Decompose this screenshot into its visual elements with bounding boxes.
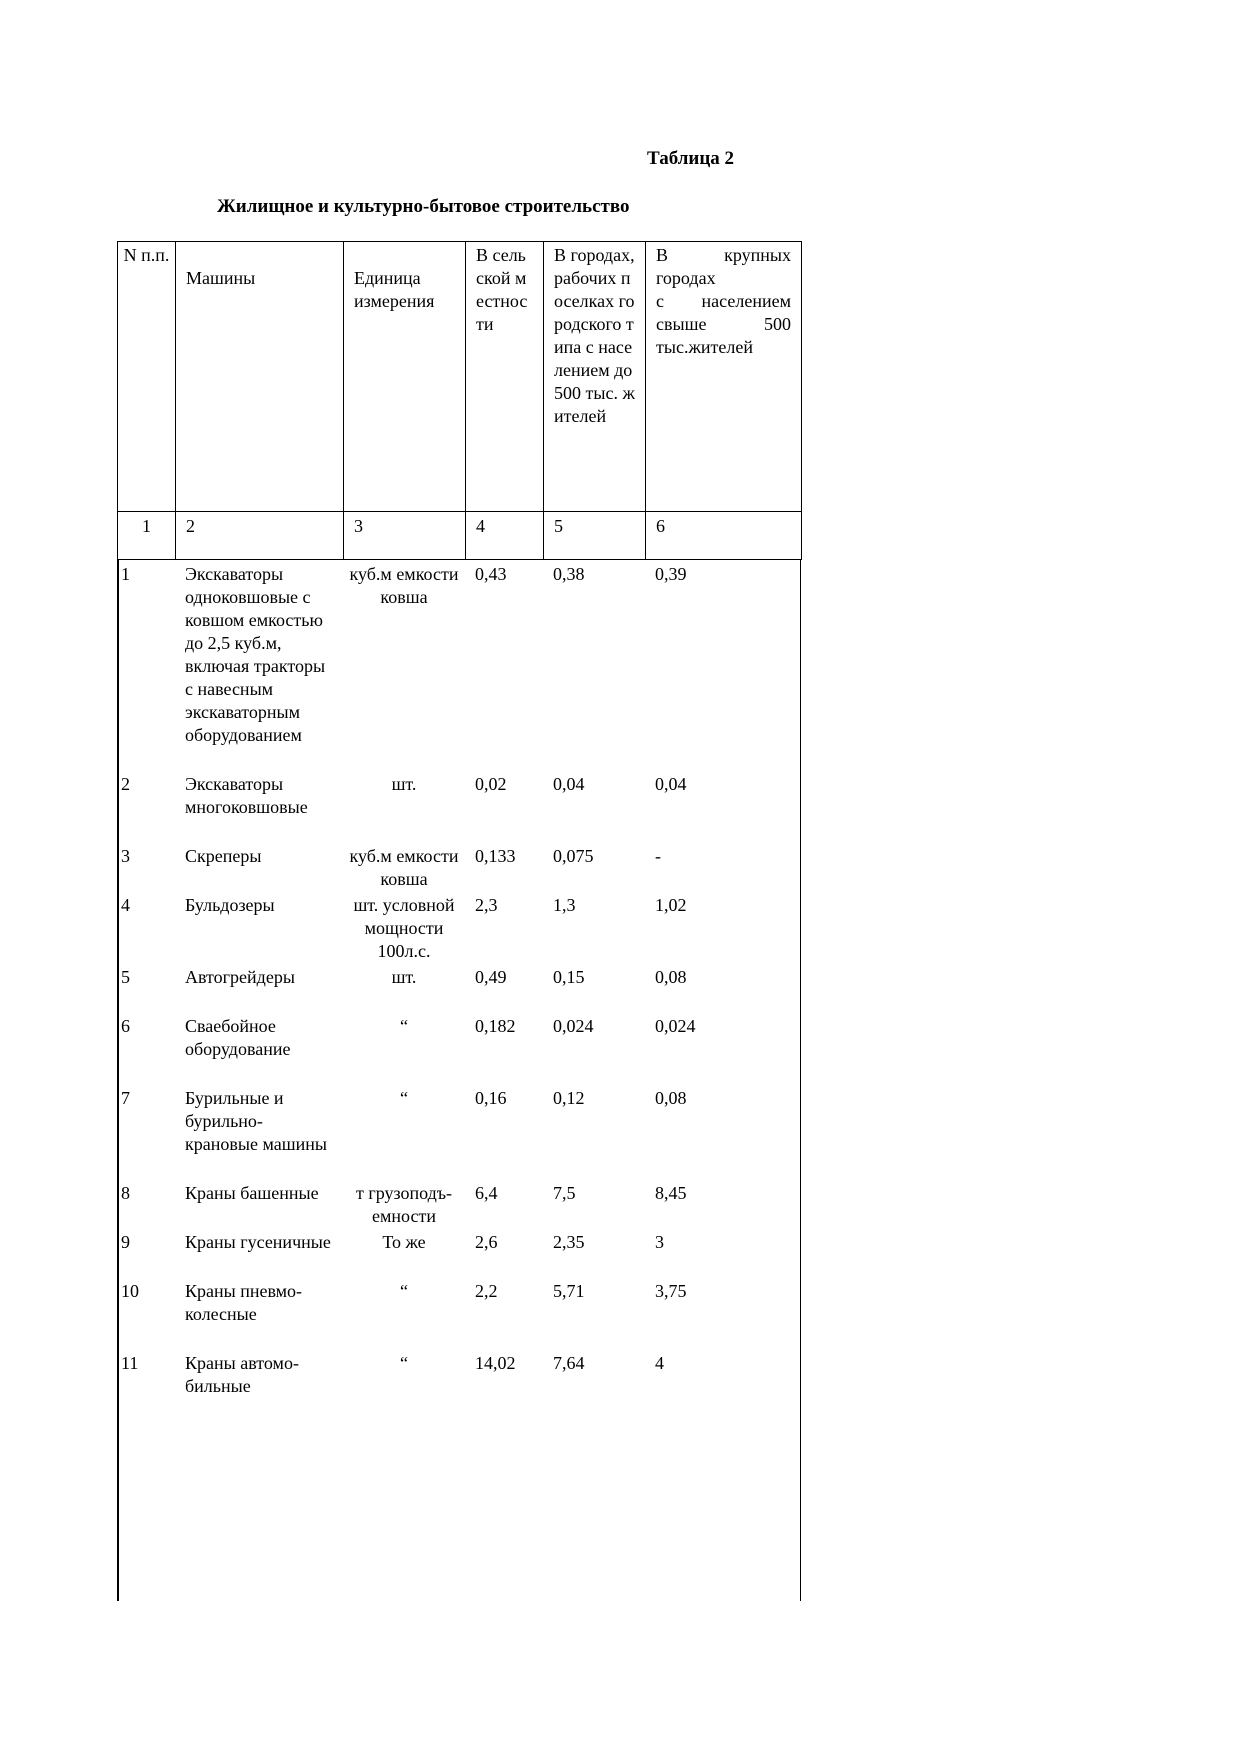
row-towns-value: 0,15 <box>553 967 585 987</box>
row-cities-value: 0,024 <box>655 1016 696 1036</box>
table-number-label: Таблица 2 <box>647 148 735 169</box>
row-cities-value: 3 <box>655 1232 664 1252</box>
row-towns-value: 0,024 <box>553 1016 594 1036</box>
row-machine: Автогрейдеры <box>185 967 295 987</box>
row-rural-value: 0,133 <box>475 846 516 866</box>
row-towns-value: 0,04 <box>553 774 585 794</box>
row-rural-value: 2,2 <box>475 1281 498 1301</box>
row-rural-value: 14,02 <box>475 1353 516 1373</box>
row-cities-value: - <box>655 846 661 866</box>
table-row <box>117 1179 801 1228</box>
row-machine: Краны пневмо- колесные <box>185 1281 303 1324</box>
row-towns-value: 0,075 <box>553 846 594 866</box>
row-machine: Скреперы <box>185 846 262 866</box>
row-unit: куб.м емкости ковша <box>349 564 459 607</box>
row-unit: “ <box>400 1088 408 1108</box>
row-machine: Экскаваторы одноковшовые с ковшом емкостью до 2,5 куб.м, включая тракторы с навесным экскаваторным оборудованием <box>185 564 326 745</box>
row-number: 3 <box>121 846 130 866</box>
row-number: 7 <box>121 1088 130 1108</box>
column-number: 3 <box>344 512 466 560</box>
table-row <box>117 560 801 770</box>
table-row <box>117 1277 801 1349</box>
row-machine: Бульдозеры <box>185 895 275 915</box>
row-towns-value: 5,71 <box>553 1281 585 1301</box>
row-towns-value: 0,12 <box>553 1088 585 1108</box>
row-number: 5 <box>121 967 130 987</box>
row-rural-value: 0,43 <box>475 564 507 584</box>
header-col-large-cities <box>646 242 802 512</box>
column-number: 6 <box>646 512 802 560</box>
row-rural-value: 6,4 <box>475 1183 498 1203</box>
row-unit: шт. условной мощности 100л.с. <box>353 895 455 961</box>
row-number: 1 <box>121 564 130 584</box>
row-rural-value: 0,182 <box>475 1016 516 1036</box>
row-number: 9 <box>121 1232 130 1252</box>
header-col-unit: Единица измерения <box>344 242 466 512</box>
row-number: 8 <box>121 1183 130 1203</box>
row-towns-value: 7,5 <box>553 1183 576 1203</box>
row-unit: То же <box>382 1232 426 1252</box>
table-row <box>117 1084 801 1179</box>
table-body <box>117 560 801 1421</box>
table-caption: Жилищное и культурно-бытовое строительство <box>217 196 630 217</box>
table-row <box>117 1349 801 1421</box>
row-rural-value: 0,49 <box>475 967 507 987</box>
machinery-table <box>117 241 801 1421</box>
row-number: 11 <box>121 1353 139 1373</box>
table-row <box>117 1228 801 1277</box>
row-unit: шт. <box>391 774 417 794</box>
column-number: 5 <box>544 512 646 560</box>
row-machine: Краны гусеничные <box>185 1232 331 1252</box>
row-cities-value: 0,04 <box>655 774 687 794</box>
table-row <box>117 963 801 1012</box>
header-col6-line5: тыс.жителей <box>656 337 753 357</box>
row-unit: шт. <box>391 967 417 987</box>
row-unit: “ <box>400 1016 408 1036</box>
row-towns-value: 1,3 <box>553 895 576 915</box>
row-machine: Сваебойное оборудование <box>185 1016 291 1059</box>
row-unit: куб.м емкости ковша <box>349 846 459 889</box>
row-rural-value: 0,16 <box>475 1088 507 1108</box>
header-col6-line3: с населением <box>656 291 791 311</box>
row-cities-value: 8,45 <box>655 1183 687 1203</box>
row-machine: Бурильные и бурильно- крановые машины <box>185 1088 327 1154</box>
column-number: 2 <box>176 512 344 560</box>
row-cities-value: 3,75 <box>655 1281 687 1301</box>
header-col6-line1: В крупных <box>656 245 791 265</box>
header-col-number: N п.п. <box>118 242 176 512</box>
table-header <box>117 241 802 560</box>
table-row <box>117 770 801 842</box>
header-col6-line2: городах <box>656 268 716 288</box>
header-col-machines: Машины <box>176 242 344 512</box>
column-number: 4 <box>466 512 544 560</box>
column-number-row <box>118 512 802 560</box>
row-number: 4 <box>121 895 130 915</box>
row-unit: т грузоподъ- емности <box>355 1183 453 1226</box>
header-col6-line4: свыше 500 <box>656 314 791 334</box>
row-machine: Экскаваторы многоковшовые <box>185 774 308 817</box>
row-machine: Краны автомо- бильные <box>185 1353 299 1396</box>
table-row <box>117 891 801 963</box>
row-cities-value: 0,39 <box>655 564 687 584</box>
header-row <box>118 242 802 512</box>
row-unit: “ <box>400 1353 408 1373</box>
table-row <box>117 842 801 891</box>
row-rural-value: 2,6 <box>475 1232 498 1252</box>
row-towns-value: 0,38 <box>553 564 585 584</box>
row-number: 10 <box>121 1281 139 1301</box>
header-col-towns: В городах, рабочих поселках городского типа с населением до 500 тыс. жителей <box>544 242 646 512</box>
row-cities-value: 0,08 <box>655 967 687 987</box>
header-col-rural: В сельской местности <box>466 242 544 512</box>
row-number: 2 <box>121 774 130 794</box>
row-number: 6 <box>121 1016 130 1036</box>
row-cities-value: 4 <box>655 1353 664 1373</box>
column-number: 1 <box>118 512 176 560</box>
row-towns-value: 2,35 <box>553 1232 585 1252</box>
table-row <box>117 1012 801 1084</box>
row-machine: Краны башенные <box>185 1183 319 1203</box>
row-rural-value: 2,3 <box>475 895 498 915</box>
row-unit: “ <box>400 1281 408 1301</box>
row-cities-value: 0,08 <box>655 1088 687 1108</box>
row-towns-value: 7,64 <box>553 1353 585 1373</box>
row-rural-value: 0,02 <box>475 774 507 794</box>
row-cities-value: 1,02 <box>655 895 687 915</box>
